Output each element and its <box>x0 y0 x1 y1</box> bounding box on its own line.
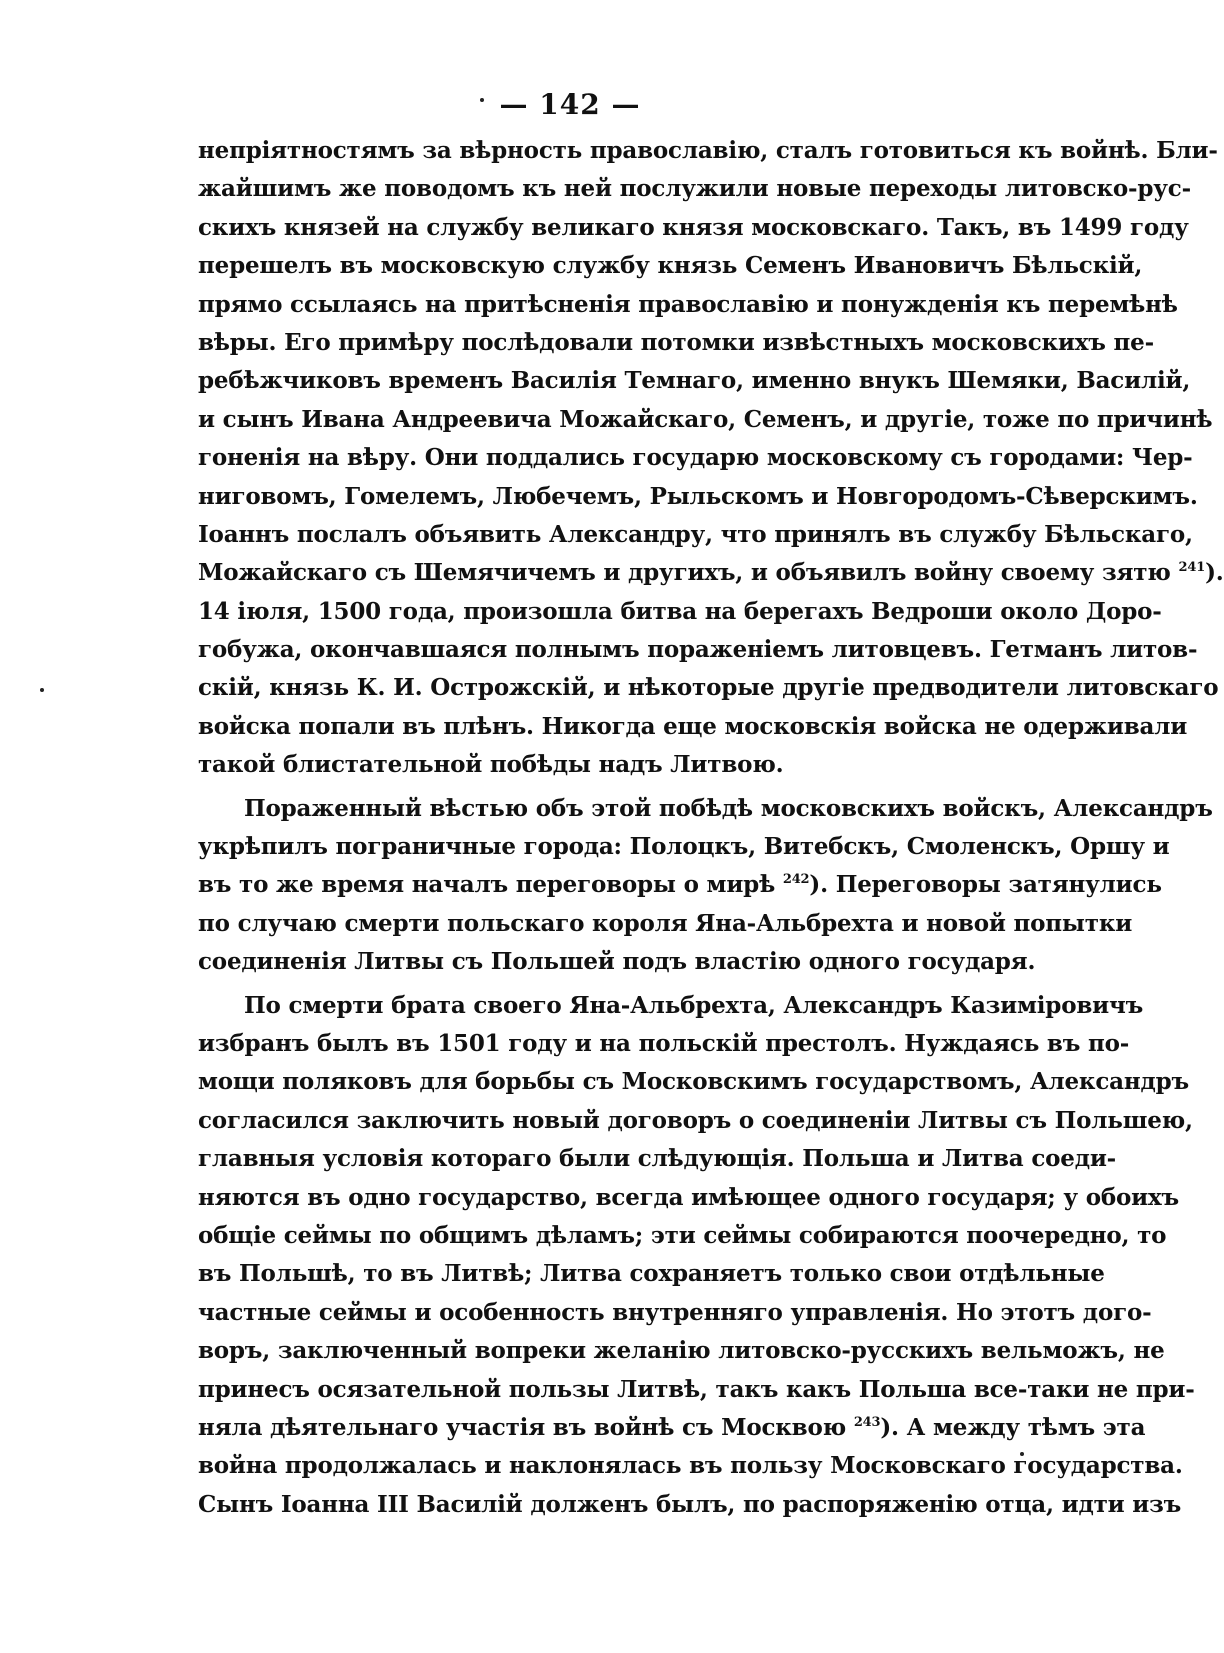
text-line: по случаю смерти польскаго короля Яна-Альбрехта и новой попытки <box>198 909 1133 937</box>
text-line: Сынъ Іоанна III Василій долженъ былъ, по распоряженію отца, идти изъ <box>198 1490 1182 1518</box>
text-segment: въ то же время началъ переговоры о мирѣ <box>198 871 776 899</box>
text-line: война продолжалась и наклонялась въ пользу Московскаго государства. <box>198 1452 1183 1480</box>
text-line: По смерти брата своего Яна-Альбрехта, Александръ Казиміровичъ <box>244 991 1144 1019</box>
text-line: няются въ одно государство, всегда имѣющее одного государя; у обоихъ <box>198 1183 1179 1211</box>
text-line: скій, князь К. И. Острожскій, и нѣкоторые другіе предводители литовскаго <box>198 674 1219 702</box>
text-line-with-footnote <box>198 1409 1146 1447</box>
text-line: ниговомъ, Гомелемъ, Любечемъ, Рыльскомъ и Новгородомъ-Сѣверскимъ. <box>198 482 1198 510</box>
print-speck <box>480 98 484 102</box>
text-line: такой блистательной побѣды надъ Литвою. <box>198 751 784 779</box>
text-line: гобужа, окончавшаяся полнымъ пораженіемъ литовцевъ. Гетманъ литов- <box>198 636 1198 664</box>
text-line: мощи поляковъ для борьбы съ Московскимъ государствомъ, Александръ <box>198 1068 1189 1096</box>
text-segment: ). Переговоры затянулись <box>809 871 1162 899</box>
footnote-ref-243: 243 <box>853 1414 881 1430</box>
text-segment: няла дѣятельнаго участія въ войнѣ съ Москвою <box>198 1413 846 1441</box>
footnote-ref-241: 241 <box>1178 560 1206 576</box>
text-line: жайшимъ же поводомъ къ ней послужили новые переходы литовско-рус- <box>198 175 1191 203</box>
text-line: и сынъ Ивана Андреевича Можайскаго, Семенъ, и другіе, тоже по причинѣ <box>198 405 1213 433</box>
text-line: принесъ осязательной пользы Литвѣ, такъ какъ Польша все-таки не при- <box>198 1375 1195 1403</box>
text-line: согласился заключить новый договоръ о соединеніи Литвы съ Польшею, <box>198 1106 1193 1134</box>
text-line: Пораженный вѣстью объ этой побѣдѣ московскихъ войскъ, Александръ <box>244 794 1213 822</box>
text-line: общіе сеймы по общимъ дѣламъ; эти сеймы собираются поочередно, то <box>198 1221 1167 1249</box>
text-line: главныя условія котораго были слѣдующія. Польша и Литва соеди- <box>198 1145 1117 1173</box>
text-line: воръ, заключенный вопреки желанію литовско-русскихъ вельможъ, не <box>198 1337 1165 1365</box>
footnote-ref-242: 242 <box>782 872 810 888</box>
text-line: ребѣжчиковъ временъ Василія Темнаго, именно внукъ Шемяки, Василій, <box>198 367 1191 395</box>
text-line-with-footnote <box>198 554 1224 592</box>
text-line: перешелъ въ московскую службу князь Семенъ Ивановичъ Бѣльскій, <box>198 252 1143 280</box>
text-line: войска попали въ плѣнъ. Никогда еще московскія войска не одерживали <box>198 712 1188 740</box>
text-line: въ Польшѣ, то въ Литвѣ; Литва сохраняетъ только свои отдѣльные <box>198 1260 1105 1288</box>
text-segment: ). <box>1205 559 1224 587</box>
text-line: частные сеймы и особенность внутренняго управленія. Но этотъ дого- <box>198 1298 1152 1326</box>
text-line: вѣры. Его примѣру послѣдовали потомки извѣстныхъ московскихъ пе- <box>198 328 1154 356</box>
text-line: прямо ссылаясь на притѣсненія православію и понужденія къ перемѣнѣ <box>198 290 1178 318</box>
text-line: 14 іюля, 1500 года, произошла битва на берегахъ Ведроши около Доро- <box>198 597 1162 625</box>
body-text <box>198 132 1224 1524</box>
text-line-with-footnote <box>198 866 1162 904</box>
text-line: непріятностямъ за вѣрность православію, сталъ готовиться къ войнѣ. Бли- <box>198 137 1218 164</box>
text-line: соединенія Литвы съ Польшей подъ властію одного государя. <box>198 948 1036 976</box>
print-speck <box>40 688 44 692</box>
text-line: Іоаннъ послалъ объявить Александру, что принялъ въ службу Бѣльскаго, <box>198 520 1193 548</box>
text-line: скихъ князей на службу великаго князя московскаго. Такъ, въ 1499 году <box>198 213 1189 241</box>
page-number: — 142 — <box>499 88 641 121</box>
text-line: укрѣпилъ пограничные города: Полоцкъ, Витебскъ, Смоленскъ, Оршу и <box>198 833 1170 861</box>
text-line: гоненія на вѣру. Они поддались государю московскому съ городами: Чер- <box>198 444 1193 472</box>
text-segment: ). А между тѣмъ эта <box>880 1413 1146 1441</box>
text-segment: Можайскаго съ Шемячичемъ и другихъ, и объявилъ войну своему зятю <box>198 559 1171 587</box>
text-line: избранъ былъ въ 1501 году и на польскій престолъ. Нуждаясь въ по- <box>198 1029 1130 1057</box>
